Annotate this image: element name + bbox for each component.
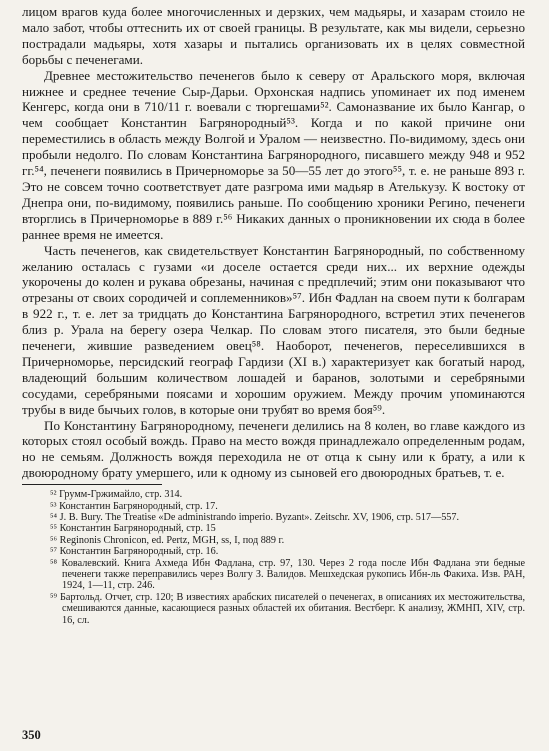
paragraph: По Константину Багрянородному, печенеги делились на 8 колен, во главе каждого из которых стоял особый вождь. Право на место вождя принадлежало определенным родам, но не семьям. Должность вождя переходила не от отца к сыну или к брату, а или к двоюродному брату умершего, или к одному из сыновей его двоюродных братьев, т. е. (22, 417, 525, 481)
paragraph: Древнее местожительство печенегов было к северу от Аральского моря, включая нижнее и среднее течение Сыр-Дарьи. Орхонская надпись упоминает их под именем Кенгерс, когда они в 710/11 г. воевали с тюргешами⁵². Самоназвание их было Кангар, о чем сообщает Константин Багрянородный⁵³. Когда и по какой причине они переместились в область между Волгой и Уралом — неизвестно. По-видимому, здесь они пробыли недолго. По словам Константина Багрянородного, писавшего между 948 и 952 гг.⁵⁴, печенеги появились в Причерноморье за 50—55 лет до этого⁵⁵, т. е. не раньше 893 г. Это не совсем точно соответствует дате разгрома ими мадьяр в Ателькузу. К востоку от Днепра они, по-видимому, появились раньше. По сообщению хроники Регино, печенеги вторглись в Причерноморье в 889 г.⁵⁶ Никаких данных о проникновении их сюда в более раннее время не имеется. (22, 67, 525, 242)
page-number: 350 (22, 728, 41, 742)
footnote: ⁵³ Константин Багрянородный, стр. 17. (50, 500, 218, 512)
footnote: ⁵⁴ J. B. Bury. The Treatise «De administrando imperio. Byzant». Zeitschr. XV, 1906, стр. 517—557. (50, 512, 460, 523)
footnote: ⁵⁷ Константин Багрянородный, стр. 16. (50, 546, 219, 558)
paragraph: лицом врагов куда более многочисленных и дерзких, чем мадьяры, и хазарам стоило не мало забот, чтобы оттеснить их от своей границы. В результате, как мы видели, серьезно пострадали мадьяры, хотя хазары и пытались организовать их в целях совместной борьбы с печенегами. (22, 4, 525, 67)
paragraph: Часть печенегов, как свидетельствует Константин Багрянородный, по собственному желанию осталась с гузами «и доселе остается среди них... их верхние одежды укорочены до колен и рукава обрезаны, начиная с предплечий; этим они показывают что отрезаны от своих сородичей и соплеменников»⁵⁷. Ибн Фадлан на своем пути к болгарам в 922 г., т. е. лет за тридцать до Константина Багрянородного, встретил этих печенегов близ р. Урала на берегу озера Челкар. По словам этого писателя, это были бедные печенеги, жившие разведением овец⁵⁸. Наоборот, печенегов, переселившихся в Причерноморье, персидский географ Гардизи (XI в.) характеризует как богатый народ, владеющий большим количеством лошадей и баранов, золотыми и серебряными сосудами, серебряными поясами и хорошим оружием. Между прочим упоминаются трубы в виде бычьих голов, в которые они трубят во время боя⁵⁹. (22, 242, 525, 417)
footnote: ⁵⁶ Reginonis Chronicon, ed. Pertz, MGH, ss, I, под 889 г. (50, 534, 285, 546)
footnote: ⁵² Грумм-Гржимайло, стр. 314. (50, 489, 183, 501)
footnote-divider (22, 484, 162, 485)
footnote: ⁵⁹ Бартольд. Отчет, стр. 120; В известиях арабских писателей о печенегах, в описаниях их местожительства, смешиваются данные, касающиеся разных областей их обитания. Вестберг. К анализу, ЖМНП, XIV, стр. 16, сл. (50, 591, 525, 626)
main-text (22, 4, 525, 481)
footnotes (22, 489, 525, 626)
footnote: ⁵⁵ Константин Багрянородный, стр. 15 (50, 523, 216, 535)
footnote: ⁵⁸ Ковалевский. Книга Ахмеда Ибн Фадлана, стр. 97, 130. Через 2 года после Ибн Фадлана эти бедные печенеги также переправились через Волгу З. Валидов. Мешхедская рукопись Ибн-ль Факиха. Изв. РАН, 1924, 1—11, стр. 246. (50, 557, 525, 592)
